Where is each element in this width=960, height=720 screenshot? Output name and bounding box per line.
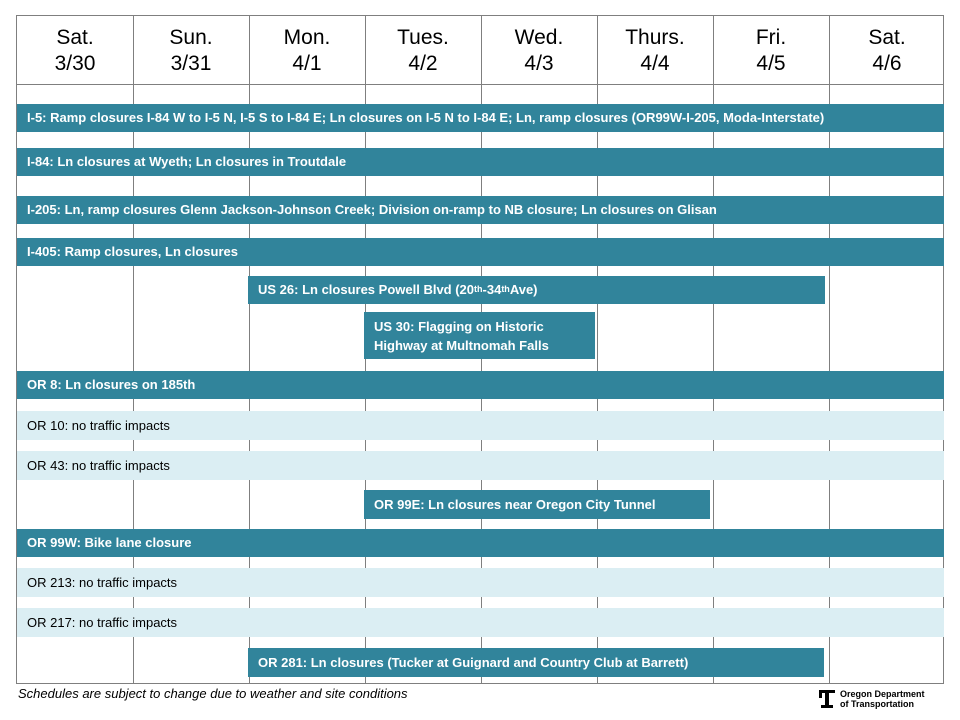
header-divider — [17, 84, 943, 85]
day-name: Sat. — [868, 26, 906, 49]
day-header-thu — [597, 16, 713, 84]
day-name: Thurs. — [625, 26, 685, 49]
closure-bar-or99w: OR 99W: Bike lane closure — [17, 529, 944, 557]
day-name: Tues. — [397, 26, 449, 49]
day-header-tue — [365, 16, 481, 84]
status-bar-or217: OR 217: no traffic impacts — [17, 608, 944, 637]
day-name: Mon. — [283, 26, 331, 49]
day-name: Fri. — [755, 26, 787, 49]
day-name: Sat. — [56, 26, 94, 49]
closure-bar-i205: I-205: Ln, ramp closures Glenn Jackson-Johnson Creek; Division on-ramp to NB closure; Ln closures on Glisan — [17, 196, 944, 224]
us26-text-mid: -34 — [482, 282, 502, 297]
us26-text: US 26: Ln closures Powell Blvd (20 — [258, 282, 475, 297]
day-name: Sun. — [169, 26, 213, 49]
day-header-sat-2 — [829, 16, 945, 84]
closure-bar-or99e: OR 99E: Ln closures near Oregon City Tunnel — [364, 490, 710, 519]
day-date: 4/4 — [640, 52, 670, 75]
closure-bar-or281: OR 281: Ln closures (Tucker at Guignard and Country Club at Barrett) — [248, 648, 824, 677]
odot-logo — [818, 689, 925, 709]
status-bar-or10: OR 10: no traffic impacts — [17, 411, 944, 440]
day-header-fri — [713, 16, 829, 84]
day-date: 3/30 — [54, 52, 96, 75]
day-date: 4/1 — [292, 52, 322, 75]
odot-emblem-icon — [818, 689, 836, 709]
closure-bar-or8: OR 8: Ln closures on 185th — [17, 371, 944, 399]
closure-bar-i405: I-405: Ramp closures, Ln closures — [17, 238, 944, 266]
day-date: 4/5 — [756, 52, 786, 75]
odot-name-line1: Oregon Department — [840, 689, 925, 699]
day-header-wed — [481, 16, 597, 84]
day-date: 4/2 — [408, 52, 438, 75]
status-bar-or213: OR 213: no traffic impacts — [17, 568, 944, 597]
day-header-sun — [133, 16, 249, 84]
schedule-disclaimer: Schedules are subject to change due to weather and site conditions — [18, 686, 408, 701]
closure-bar-i84: I-84: Ln closures at Wyeth; Ln closures in Troutdale — [17, 148, 944, 176]
day-date: 4/6 — [872, 52, 902, 75]
status-bar-or43: OR 43: no traffic impacts — [17, 451, 944, 480]
closure-bar-i5: I-5: Ramp closures I-84 W to I-5 N, I-5 S to I-84 E; Ln closures on I-5 N to I-84 E; Ln, ramp closures (OR99W-I-205, Moda-Interstate) — [17, 104, 944, 132]
day-date: 4/3 — [524, 52, 554, 75]
us26-text-end: Ave) — [509, 282, 538, 297]
closure-bar-us26: US 26: Ln closures Powell Blvd (20 $^{th}$ -34 $^{th}$ Ave) — [248, 276, 825, 304]
day-date: 3/31 — [170, 52, 212, 75]
closure-bar-us30: US 30: Flagging on Historic Highway at Multnomah Falls — [364, 312, 595, 359]
day-header-sat-1 — [17, 16, 133, 84]
day-name: Wed. — [514, 26, 564, 49]
day-header-mon — [249, 16, 365, 84]
odot-name — [840, 689, 925, 709]
odot-name-line2: of Transportation — [840, 699, 914, 709]
